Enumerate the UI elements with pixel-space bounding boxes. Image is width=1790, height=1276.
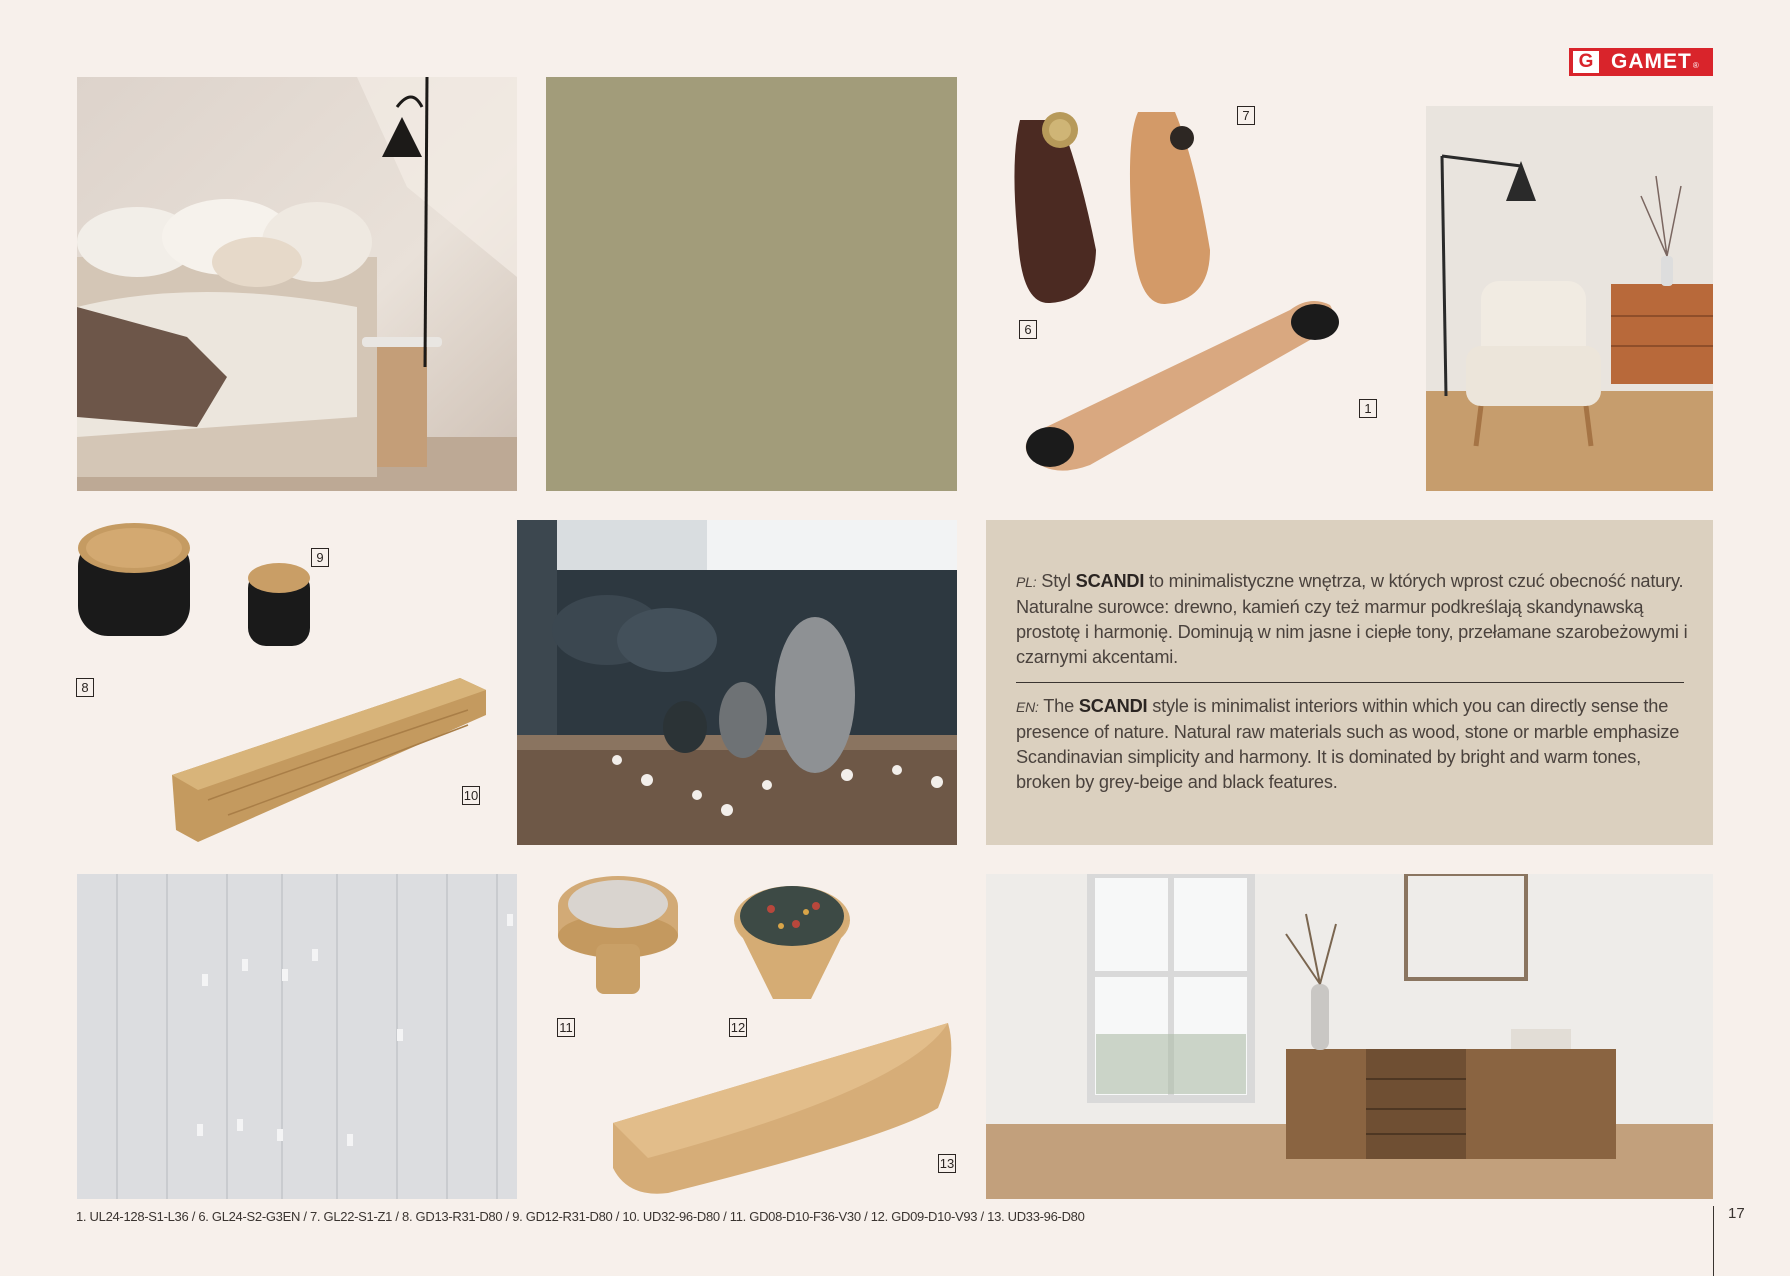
gamet-logo-word: GAMET [1611, 50, 1692, 73]
pl-style-name: SCANDI [1075, 571, 1145, 591]
ceramic-knobs-image [556, 874, 852, 1004]
panel-divider [1016, 682, 1684, 683]
pl-text-before: Styl [1036, 571, 1076, 591]
curtain-fabric-photo [77, 874, 517, 1199]
page-number: 17 [1728, 1205, 1745, 1222]
label-9: 9 [311, 548, 329, 567]
pl-lang-label: PL: [1016, 574, 1037, 590]
label-8: 8 [76, 678, 94, 697]
en-text-after: style is minimalist interiors within which you can directly sense the presence of nature. Natural raw materials such as wood, stone or marble emphasize Scandinavian simplicity and harmony. It is dominated by bright and warm tones, broken by grey-beige and black features. [1016, 696, 1680, 792]
label-10: 10 [463, 788, 479, 803]
product-codes-footer: 1. UL24-128-S1-L36 / 6. GL24-S2-G3EN / 7. GL22-S1-Z1 / 8. GD13-R31-D80 / 9. GD12-R31-D80 / 10. UD32-96-D80 / 11. GD08-D10-F36-V30 / 12. GD09-D10-V93 / 13. UD33-96-D80 [76, 1209, 1085, 1224]
label-13: 13 [939, 1156, 955, 1171]
gamet-logo [1569, 48, 1713, 76]
en-lang-label: EN: [1016, 699, 1039, 715]
gamet-logo-mark: G [1573, 51, 1599, 73]
en-text-before: The [1038, 696, 1079, 716]
curved-wood-handle-image [608, 1018, 958, 1198]
sofa-vases-photo [517, 520, 957, 845]
label-6: 6 [1019, 320, 1037, 339]
pl-text-after: to minimalistyczne wnętrza, w których wprost czuć obecność natury. Naturalne surowce: drewno, kamień czy też marmur podkreślają skandynawską prostotę i harmonię. Dominują w nim jasne i ciepłe tony, przełamane szarobeżowymi i czarnymi akcentami. [1016, 571, 1688, 667]
label-11: 11 [557, 1018, 575, 1037]
label-12: 12 [730, 1020, 746, 1035]
bedroom-photo [77, 77, 517, 491]
color-swatch [546, 77, 957, 491]
page-number-divider [1713, 1206, 1714, 1276]
en-description [1016, 694, 1688, 795]
sideboard-room-photo [986, 874, 1713, 1199]
armchair-room-photo [1426, 106, 1713, 491]
description-panel [986, 520, 1713, 845]
gamet-logo-reg: ® [1692, 60, 1699, 70]
wood-bar-handle-image [168, 670, 498, 850]
round-knobs-image [76, 518, 326, 668]
en-style-name: SCANDI [1078, 696, 1148, 716]
leather-handles-image [1010, 100, 1380, 490]
pl-description [1016, 569, 1688, 670]
label-1: 1 [1359, 399, 1377, 418]
label-7: 7 [1237, 106, 1255, 125]
